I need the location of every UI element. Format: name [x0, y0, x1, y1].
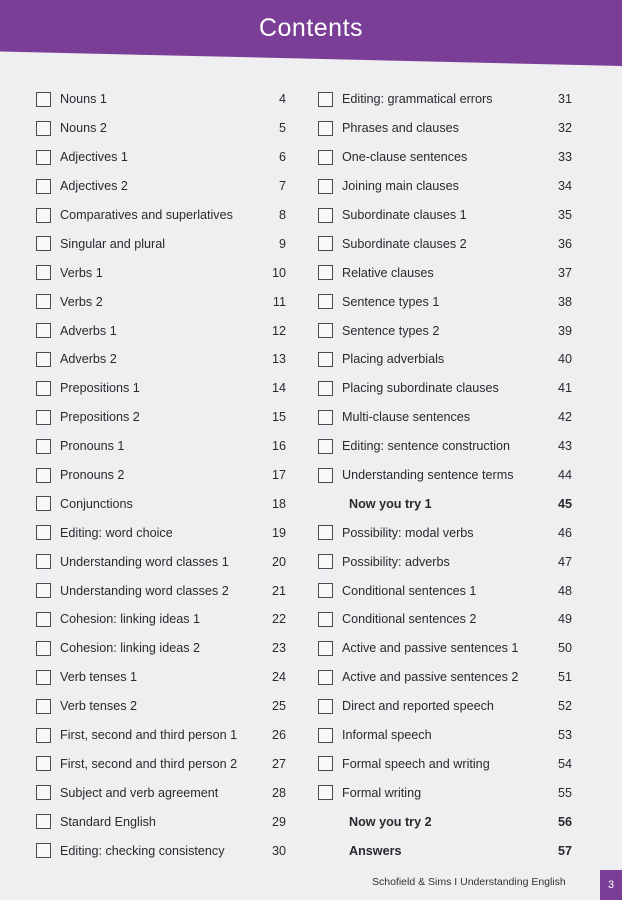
checkbox[interactable]	[318, 756, 333, 771]
page-number: 27	[271, 756, 286, 771]
topic-label: Phrases and clauses	[342, 121, 459, 136]
page-number: 38	[557, 294, 572, 309]
topic-label: Subordinate clauses 2	[342, 236, 467, 251]
contents-row	[36, 114, 286, 143]
contents-row	[36, 836, 286, 865]
contents-row	[318, 547, 572, 576]
contents-row	[318, 518, 572, 547]
topic-label: Verbs 2	[60, 294, 103, 309]
page-number: 35	[557, 208, 572, 222]
checkbox[interactable]	[318, 323, 333, 338]
page-number: 14	[271, 381, 286, 396]
contents-row	[36, 663, 286, 692]
contents-row	[318, 634, 572, 663]
page-number: 24	[271, 670, 286, 685]
page-number: 20	[271, 554, 286, 569]
checkbox[interactable]	[36, 843, 51, 858]
contents-row	[318, 432, 572, 461]
contents-row	[36, 489, 286, 518]
topic-label: First, second and third person 2	[60, 756, 238, 771]
contents-row	[318, 316, 572, 345]
topic-label: Active and passive sentences 1	[342, 641, 519, 656]
checkbox[interactable]	[318, 525, 333, 540]
page-number: 19	[271, 525, 286, 540]
checkbox[interactable]	[318, 468, 333, 483]
checkbox[interactable]	[318, 583, 333, 598]
checkbox[interactable]	[318, 699, 333, 714]
topic-label: Editing: grammatical errors	[342, 92, 493, 107]
contents-row	[36, 172, 286, 201]
checkbox[interactable]	[36, 554, 51, 569]
page-number: 49	[557, 612, 572, 627]
topic-label: Verb tenses 2	[60, 699, 138, 714]
contents-row	[36, 229, 286, 258]
checkbox[interactable]	[36, 381, 51, 396]
page-number: 28	[271, 785, 286, 800]
page-number: 42	[557, 410, 572, 425]
contents-row	[36, 692, 286, 721]
topic-label: Multi-clause sentences	[342, 410, 471, 425]
checkbox[interactable]	[318, 670, 333, 685]
topic-label: Adverbs 2	[60, 352, 117, 367]
contents-row	[36, 258, 286, 287]
topic-label: Placing adverbials	[342, 352, 445, 367]
topic-label: Nouns 2	[60, 121, 107, 136]
page-number: 32	[557, 121, 572, 136]
page-number: 26	[271, 728, 286, 743]
contents-row	[318, 114, 572, 143]
contents-row	[36, 461, 286, 490]
topic-label: Singular and plural	[60, 236, 166, 251]
page-number: 25	[271, 699, 286, 714]
page-number: 55	[557, 785, 572, 800]
topic-label: Active and passive sentences 2	[342, 670, 519, 685]
page-number: 4	[278, 92, 286, 107]
page-number: 10	[271, 265, 286, 280]
checkbox[interactable]	[36, 410, 51, 425]
contents-row	[36, 374, 286, 403]
topic-label: Answers	[349, 843, 402, 858]
page-number: 41	[557, 381, 572, 396]
topic-label: Formal writing	[342, 785, 422, 800]
topic-label: Pronouns 2	[60, 468, 125, 483]
checkbox[interactable]	[318, 352, 333, 367]
contents-row	[318, 721, 572, 750]
checkbox[interactable]	[36, 179, 51, 194]
contents-row	[36, 143, 286, 172]
contents-row	[318, 345, 572, 374]
contents-left-column	[36, 85, 286, 865]
page-number: 8	[278, 208, 286, 222]
topic-label: Conjunctions	[60, 496, 133, 511]
checkbox[interactable]	[36, 756, 51, 771]
checkbox[interactable]	[36, 236, 51, 251]
contents-row	[36, 634, 286, 663]
checkbox[interactable]	[36, 699, 51, 714]
checkbox[interactable]	[36, 583, 51, 598]
topic-label: Conditional sentences 2	[342, 612, 477, 627]
contents-row	[318, 258, 572, 287]
topic-label: Verbs 1	[60, 265, 103, 280]
checkbox[interactable]	[36, 352, 51, 367]
checkbox[interactable]	[318, 294, 333, 309]
checkbox[interactable]	[36, 728, 51, 743]
page-number: 46	[557, 525, 572, 540]
contents-row	[36, 749, 286, 778]
topic-label: Sentence types 2	[342, 323, 440, 338]
page-number: 15	[271, 410, 286, 425]
page-number: 44	[557, 468, 572, 483]
page-number: 5	[278, 121, 286, 136]
checkbox[interactable]	[36, 785, 51, 800]
contents-row	[318, 229, 572, 258]
contents-row	[318, 807, 572, 836]
page-number: 12	[271, 323, 286, 338]
contents-row	[36, 201, 286, 230]
topic-label: Formal speech and writing	[342, 756, 490, 771]
topic-label: Cohesion: linking ideas 1	[60, 612, 201, 627]
topic-label: Placing subordinate clauses	[342, 381, 499, 396]
page-title: Contents	[258, 14, 364, 42]
topic-label: Editing: sentence construction	[342, 439, 511, 454]
contents-row	[36, 345, 286, 374]
page-number: 50	[557, 641, 572, 656]
contents-row	[318, 663, 572, 692]
topic-label: Subordinate clauses 1	[342, 208, 467, 222]
topic-label: Nouns 1	[60, 92, 107, 107]
checkbox[interactable]	[36, 92, 51, 107]
contents-row	[318, 143, 572, 172]
checkbox[interactable]	[318, 728, 333, 743]
contents-row	[318, 692, 572, 721]
contents-row	[318, 172, 572, 201]
checkbox[interactable]	[36, 121, 51, 136]
contents-row	[36, 403, 286, 432]
page-number: 43	[557, 439, 572, 454]
page-number: 40	[557, 352, 572, 367]
page-number: 33	[557, 150, 572, 165]
page-number: 11	[272, 294, 286, 309]
contents-row	[318, 576, 572, 605]
contents-row	[318, 778, 572, 807]
topic-label: Adverbs 1	[60, 323, 117, 338]
page-number: 23	[271, 641, 286, 656]
checkbox[interactable]	[318, 785, 333, 800]
contents-row	[318, 374, 572, 403]
page-number: 37	[557, 265, 572, 280]
checkbox[interactable]	[318, 612, 333, 627]
page-number: 57	[557, 843, 572, 858]
page-number: 36	[557, 236, 572, 251]
topic-label: Adjectives 1	[60, 150, 128, 165]
contents-row	[318, 836, 572, 865]
contents-row	[318, 461, 572, 490]
checkbox[interactable]	[318, 439, 333, 454]
checkbox[interactable]	[36, 208, 51, 223]
checkbox[interactable]	[36, 525, 51, 540]
page-number: 56	[557, 814, 572, 829]
topic-label: Possibility: modal verbs	[342, 525, 474, 540]
topic-label: Adjectives 2	[60, 179, 128, 194]
topic-label: Now you try 1	[349, 496, 432, 511]
topic-label: Informal speech	[342, 728, 432, 743]
page-number: 29	[271, 814, 286, 829]
page-number: 13	[271, 352, 286, 367]
checkbox[interactable]	[318, 179, 333, 194]
checkbox[interactable]	[318, 410, 333, 425]
checkbox[interactable]	[36, 294, 51, 309]
checkbox[interactable]	[318, 554, 333, 569]
topic-label: Joining main clauses	[342, 179, 459, 194]
checkbox[interactable]	[36, 670, 51, 685]
page-number: 17	[271, 468, 286, 483]
topic-label: Prepositions 1	[60, 381, 140, 396]
page-number: 52	[557, 699, 572, 714]
page-number: 47	[557, 554, 572, 569]
page-number: 45	[557, 496, 572, 511]
checkbox[interactable]	[318, 121, 333, 136]
page-number: 48	[557, 583, 572, 598]
contents-row	[318, 605, 572, 634]
page-number: 34	[557, 179, 572, 194]
contents-row	[318, 201, 572, 230]
page-number: 53	[557, 728, 572, 743]
page-number: 9	[278, 236, 286, 251]
contents-row	[36, 778, 286, 807]
topic-label: Editing: word choice	[60, 525, 173, 540]
page-number: 6	[278, 150, 286, 165]
checkbox[interactable]	[36, 439, 51, 454]
checkbox[interactable]	[318, 92, 333, 107]
contents-row	[36, 547, 286, 576]
contents-row	[36, 605, 286, 634]
topic-label: Relative clauses	[342, 265, 434, 280]
contents-row	[318, 403, 572, 432]
topic-label: Cohesion: linking ideas 2	[60, 641, 201, 656]
topic-label: Comparatives and superlatives	[60, 208, 233, 222]
topic-label: Understanding word classes 1	[60, 554, 229, 569]
checkbox[interactable]	[36, 150, 51, 165]
page-number: 7	[278, 179, 286, 194]
topic-label: Understanding word classes 2	[60, 583, 229, 598]
page-number: 54	[557, 756, 572, 771]
checkbox[interactable]	[36, 612, 51, 627]
topic-label: Understanding sentence terms	[342, 468, 514, 483]
topic-label: First, second and third person 1	[60, 728, 238, 743]
topic-label: Now you try 2	[349, 814, 432, 829]
footer-publisher: Schofield & Sims I Understanding English	[372, 876, 566, 888]
page-number: 51	[557, 670, 572, 685]
topic-label: Editing: checking consistency	[60, 843, 225, 858]
page-number: 22	[271, 612, 286, 627]
contents-row	[318, 749, 572, 778]
checkbox[interactable]	[318, 150, 333, 165]
topic-label: Sentence types 1	[342, 294, 440, 309]
contents-row	[318, 489, 572, 518]
checkbox[interactable]	[318, 208, 333, 223]
contents-right-column	[318, 85, 572, 865]
checkbox[interactable]	[36, 265, 51, 280]
topic-label: Possibility: adverbs	[342, 554, 450, 569]
page-number: 18	[271, 496, 286, 511]
contents-row	[36, 287, 286, 316]
checkbox[interactable]	[36, 641, 51, 656]
topic-label: Direct and reported speech	[342, 699, 494, 714]
topic-label: Conditional sentences 1	[342, 583, 477, 598]
contents-row	[36, 807, 286, 836]
checkbox[interactable]	[36, 468, 51, 483]
page-number: 31	[557, 92, 572, 107]
contents-row	[318, 287, 572, 316]
checkbox[interactable]	[318, 236, 333, 251]
contents-row	[36, 721, 286, 750]
topic-label: One-clause sentences	[342, 150, 468, 165]
topic-label: Subject and verb agreement	[60, 785, 219, 800]
topic-label: Prepositions 2	[60, 410, 140, 425]
page-number: 30	[271, 843, 286, 858]
checkbox[interactable]	[36, 496, 51, 511]
checkbox[interactable]	[36, 814, 51, 829]
contents-row	[36, 518, 286, 547]
checkbox[interactable]	[318, 381, 333, 396]
topic-label: Verb tenses 1	[60, 670, 138, 685]
page-number-tab: 3	[600, 870, 622, 900]
checkbox[interactable]	[318, 641, 333, 656]
contents-row	[36, 576, 286, 605]
topic-label: Pronouns 1	[60, 439, 125, 454]
page-number: 21	[271, 583, 286, 598]
page-number: 39	[557, 323, 572, 338]
checkbox[interactable]	[36, 323, 51, 338]
page-number: 16	[271, 439, 286, 454]
topic-label: Standard English	[60, 814, 156, 829]
contents-row	[36, 316, 286, 345]
checkbox[interactable]	[318, 265, 333, 280]
contents-row	[36, 432, 286, 461]
contents-row	[318, 85, 572, 114]
contents-row	[36, 85, 286, 114]
